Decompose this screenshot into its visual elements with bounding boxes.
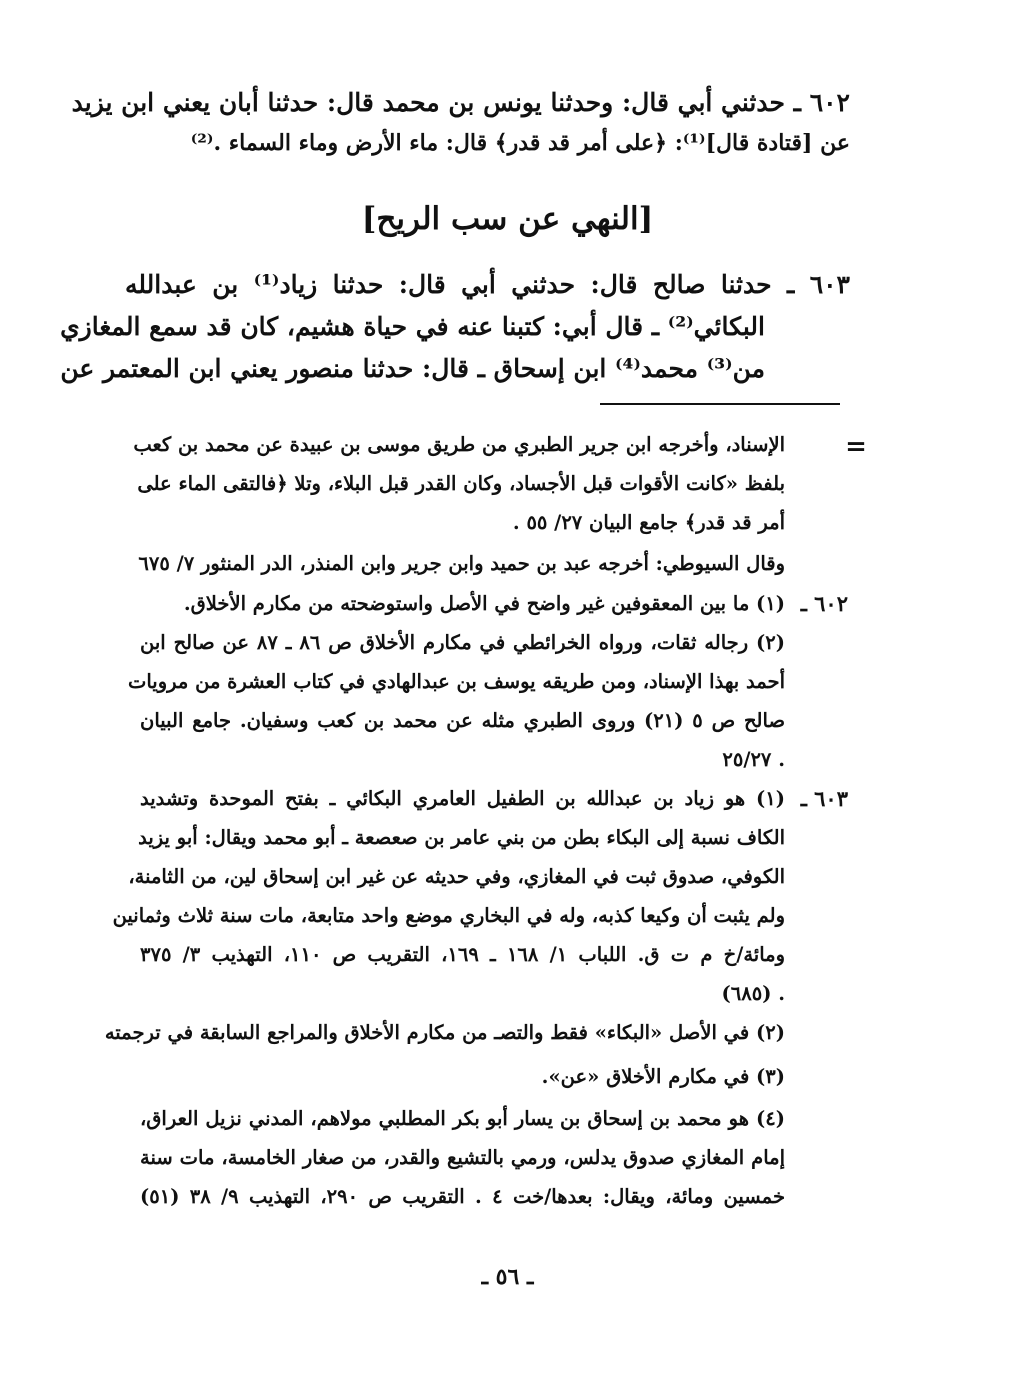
- footnote-cont-line-1: الإسناد، وأخرجه ابن جرير الطبري من طريق موسى بن عبيدة عن محمد بن كعب: [133, 433, 785, 456]
- footnote-602-1: (١) ما بين المعقوفين غير واضح في الأصل واستوضحته من مكارم الأخلاق.: [183, 592, 785, 615]
- footnote-603-4-line-2: إمام المغازي صدوق يدلس، ورمي بالتشيع والقدر، من صغار الخامسة، مات سنة: [140, 1146, 785, 1169]
- footnote-group-603-number: ٦٠٣ ـ: [800, 786, 848, 811]
- footnote-separator: [600, 403, 840, 405]
- hadith-602-line-1: ٦٠٢ ـ حدثني أبي قال: وحدثنا يونس بن محمد قال: حدثنا أبان يعني ابن يزيد: [71, 88, 850, 117]
- hadith-602-line-2: عن [قتادة قال]⁽¹⁾: ﴿على أمر قد قدر﴾ قال: ماء الأرض وماء السماء .⁽²⁾: [190, 130, 850, 156]
- footnote-603-1-line-4: ولم يثبت أن وكيعا كذبه، وله في البخاري موضع واحد متابعة، مات سنة ثلاث وثمانين: [112, 904, 785, 927]
- continuation-mark: =: [845, 432, 867, 462]
- footnote-603-4-line-1: (٤) هو محمد بن إسحاق بن يسار أبو بكر المطلبي مولاهم، المدني نزيل العراق،: [140, 1107, 785, 1130]
- footnote-602-2-line-3: صالح ص ٥ (٢١) وروى الطبري مثله عن محمد بن كعب وسفيان. جامع البيان: [140, 709, 785, 732]
- footnote-603-4-line-3: خمسين ومائة، ويقال: بعدها/خت ٤ . التقريب ص ٢٩٠، التهذيب ٩/ ٣٨ (٥١): [140, 1185, 785, 1208]
- hadith-603-line-3: من⁽³⁾ محمد⁽⁴⁾ ابن إسحاق ـ قال: حدثنا منصور يعني ابن المعتمر عن: [60, 354, 765, 383]
- section-title: [النهي عن سب الريح]: [361, 201, 654, 237]
- hadith-603-line-2: البكائي⁽²⁾ ـ قال أبي: كتبنا عنه في حياة هشيم، كان قد سمع المغازي: [60, 312, 765, 341]
- footnote-cont-line-3: أمر قد قدر﴾ جامع البيان ٢٧/ ٥٥ .: [512, 511, 785, 534]
- footnote-cont-line-2: بلفظ «كانت الأقوات قبل الأجساد، وكان القدر قبل البلاء، وتلا ﴿فالتقى الماء على: [137, 472, 785, 495]
- footnote-603-3: (٣) في مكارم الأخلاق «عن».: [541, 1065, 785, 1088]
- footnote-603-1-line-5: ومائة/خ م ت ق. اللباب ١/ ١٦٨ ـ ١٦٩، التقريب ص ١١٠، التهذيب ٣/ ٣٧٥: [140, 943, 785, 966]
- footnote-603-1-line-1: (١) هو زياد بن عبدالله بن الطفيل العامري البكائي ـ بفتح الموحدة وتشديد: [140, 787, 785, 810]
- footnote-603-2: (٢) في الأصل «البكاء» فقط والتصـ من مكارم الأخلاق والمراجع السابقة في ترجمته: [104, 1021, 785, 1044]
- footnote-602-2-line-4: . ٢٥/٢٧: [722, 748, 785, 771]
- footnote-603-1-line-6: . (٦٨٥): [721, 982, 785, 1005]
- footnote-603-1-line-2: الكاف نسبة إلى البكاء بطن من بني عامر بن صعصعة ـ أبو محمد ويقال: أبو يزيد: [138, 826, 785, 849]
- footnote-group-602-number: ٦٠٢ ـ: [800, 591, 848, 616]
- page-number: ـ ٥٦ ـ: [481, 1264, 534, 1290]
- footnote-602-2-line-2: أحمد بهذا الإسناد، ومن طريقه يوسف بن عبدالهادي في كتاب العشرة من مرويات: [127, 670, 785, 693]
- hadith-603-line-1: ٦٠٣ ـ حدثنا صالح قال: حدثني أبي قال: حدثنا زياد⁽¹⁾ بن عبدالله: [125, 270, 850, 299]
- footnote-cont-line-4: وقال السيوطي: أخرجه عبد بن حميد وابن جرير وابن المنذر، الدر المنثور ٧/ ٦٧٥: [138, 552, 785, 575]
- footnote-603-1-line-3: الكوفي، صدوق ثبت في المغازي، وفي حديثه عن غير ابن إسحاق لين، من الثامنة،: [128, 865, 785, 888]
- footnote-602-2-line-1: (٢) رجاله ثقات، ورواه الخرائطي في مكارم الأخلاق ص ٨٦ ـ ٨٧ عن صالح ابن: [140, 631, 785, 654]
